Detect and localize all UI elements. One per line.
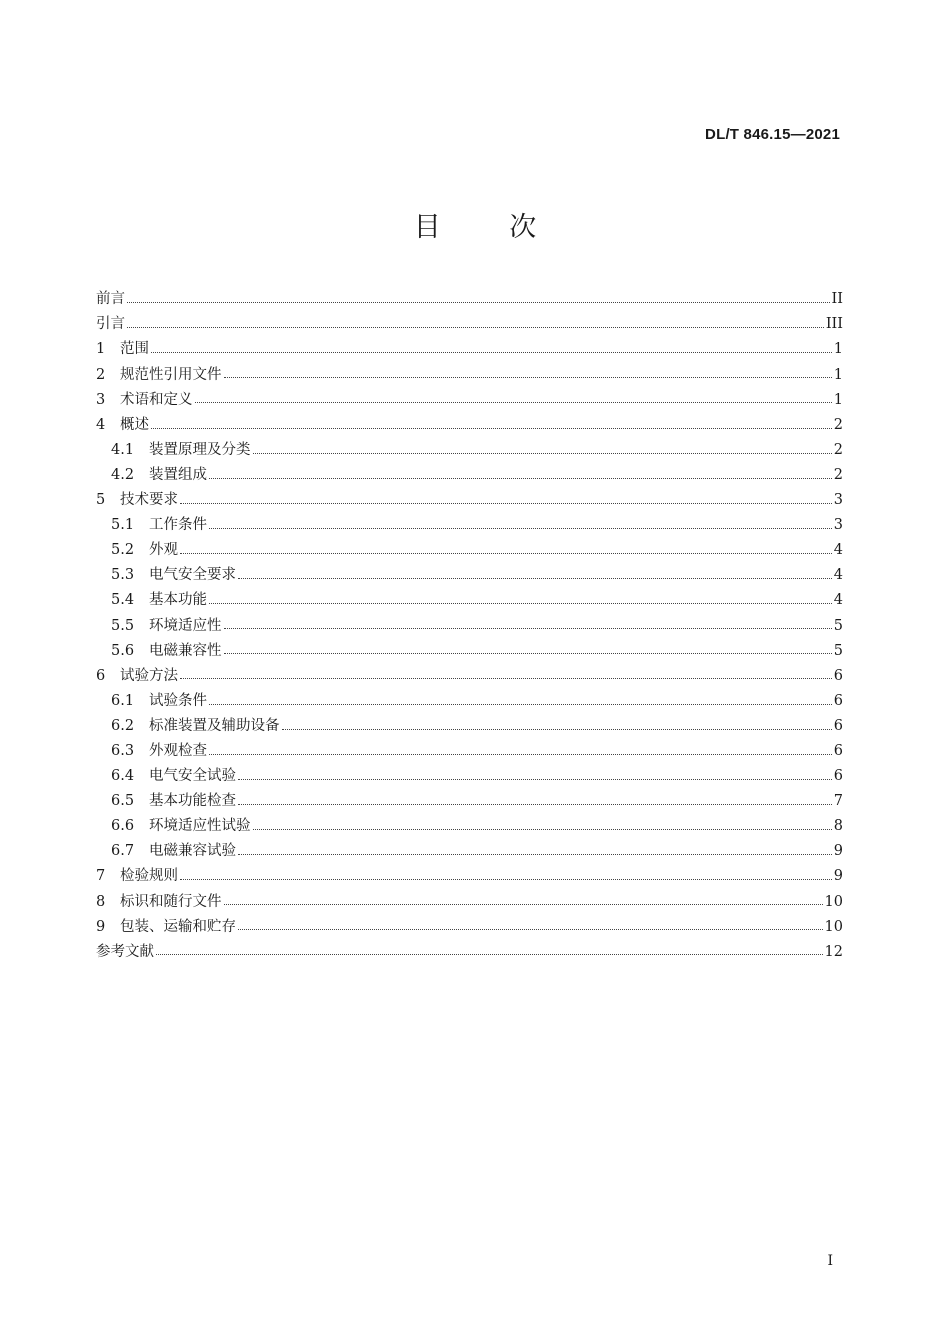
toc-entry[interactable] — [96, 563, 843, 588]
toc-leader-dots — [224, 904, 823, 905]
toc-entry[interactable] — [96, 287, 843, 312]
toc-leader-dots — [209, 478, 832, 479]
toc-entry[interactable] — [96, 864, 843, 889]
toc-leader-dots — [195, 402, 832, 403]
toc-entry-number: 6.7 — [111, 843, 135, 860]
toc-entry-page: 6 — [833, 768, 843, 785]
toc-entry-label: 电气安全要求 — [149, 567, 236, 584]
toc-entry[interactable] — [96, 412, 843, 437]
toc-leader-dots — [224, 628, 832, 629]
toc-leader-dots — [180, 503, 832, 504]
toc-entry-label: 基本功能 — [149, 592, 207, 609]
toc-entry-page: 1 — [833, 366, 843, 383]
toc-entry[interactable] — [96, 839, 843, 864]
page-title — [0, 205, 950, 244]
toc-entry-number: 4.1 — [111, 441, 135, 458]
toc-leader-dots — [224, 653, 832, 654]
toc-entry[interactable] — [96, 588, 843, 613]
toc-entry[interactable] — [96, 814, 843, 839]
toc-entry-number: 6 — [96, 667, 106, 684]
toc-entry-label: 装置原理及分类 — [149, 441, 251, 458]
toc-leader-dots — [156, 954, 823, 955]
toc-entry-label: 概述 — [120, 416, 149, 433]
toc-entry[interactable] — [96, 789, 843, 814]
toc-leader-dots — [151, 352, 832, 353]
toc-entry-page: 4 — [833, 542, 843, 559]
toc-entry-page: 8 — [833, 818, 843, 835]
standard-code: DL/T 846.15—2021 — [705, 126, 840, 143]
toc-entry[interactable] — [96, 312, 843, 337]
toc-leader-dots — [238, 854, 832, 855]
toc-entry-number: 7 — [96, 868, 106, 885]
toc-entry-page: 6 — [833, 667, 843, 684]
toc-entry-label: 参考文献 — [96, 943, 154, 960]
toc-entry[interactable] — [96, 714, 843, 739]
toc-entry[interactable] — [96, 513, 843, 538]
toc-entry-label: 基本功能检查 — [149, 793, 236, 810]
toc-entry[interactable] — [96, 387, 843, 412]
toc-leader-dots — [209, 704, 832, 705]
toc-entry[interactable] — [96, 663, 843, 688]
toc-leader-dots — [238, 804, 832, 805]
toc-entry-page: 2 — [833, 466, 843, 483]
toc-entry-label: 环境适应性试验 — [149, 818, 251, 835]
toc-entry-number: 6.5 — [111, 793, 135, 810]
toc-entry-number: 4 — [96, 416, 106, 433]
toc-leader-dots — [180, 678, 832, 679]
toc-entry-number: 8 — [96, 893, 106, 910]
toc-leader-dots — [127, 327, 824, 328]
toc-entry-page: 10 — [824, 893, 843, 910]
toc-entry-label: 术语和定义 — [120, 391, 193, 408]
toc-entry-number: 5.4 — [111, 592, 135, 609]
toc-entry[interactable] — [96, 638, 843, 663]
toc-entry-page: 6 — [833, 742, 843, 759]
toc-entry-page: 1 — [833, 341, 843, 358]
toc-leader-dots — [209, 754, 832, 755]
toc-entry-number: 5.2 — [111, 542, 135, 559]
toc-leader-dots — [253, 829, 832, 830]
toc-entry-label: 技术要求 — [120, 492, 178, 509]
toc-entry-number: 5.3 — [111, 567, 135, 584]
toc-entry-label: 外观 — [149, 542, 178, 559]
toc-leader-dots — [209, 528, 832, 529]
toc-entry-number: 6.6 — [111, 818, 135, 835]
toc-entry-page: III — [825, 316, 843, 333]
toc-entry-page: 4 — [833, 592, 843, 609]
toc-leader-dots — [180, 553, 832, 554]
toc-entry-page: 9 — [833, 868, 843, 885]
toc-entry[interactable] — [96, 613, 843, 638]
toc-entry-label: 外观检查 — [149, 742, 207, 759]
toc-entry-page: II — [831, 291, 843, 308]
title-part-1: 目 — [413, 212, 441, 243]
toc-entry-page: 12 — [824, 943, 843, 960]
toc-entry-label: 工作条件 — [149, 517, 207, 534]
toc-entry-number: 6.1 — [111, 692, 135, 709]
toc-leader-dots — [238, 929, 823, 930]
toc-entry-label: 范围 — [120, 341, 149, 358]
toc-entry-label: 电磁兼容性 — [149, 642, 222, 659]
toc-entry[interactable] — [96, 337, 843, 362]
toc-entry-number: 4.2 — [111, 466, 135, 483]
toc-entry-number: 6.3 — [111, 742, 135, 759]
toc-entry-number: 6.2 — [111, 717, 135, 734]
toc-entry-label: 包装、运输和贮存 — [120, 918, 236, 935]
toc-entry[interactable] — [96, 463, 843, 488]
toc-entry[interactable] — [96, 538, 843, 563]
toc-entry[interactable] — [96, 488, 843, 513]
toc-entry-number: 5.1 — [111, 517, 135, 534]
toc-entry-page: 6 — [833, 717, 843, 734]
toc-entry-page: 2 — [833, 441, 843, 458]
toc-leader-dots — [238, 578, 832, 579]
toc-entry-page: 5 — [833, 642, 843, 659]
toc-entry-number: 1 — [96, 341, 106, 358]
title-part-2: 次 — [509, 212, 537, 243]
toc-entry[interactable] — [96, 689, 843, 714]
toc-entry-label: 试验条件 — [149, 692, 207, 709]
toc-entry-page: 4 — [833, 567, 843, 584]
table-of-contents — [96, 287, 843, 965]
toc-entry-page: 6 — [833, 692, 843, 709]
toc-entry-number: 6.4 — [111, 768, 135, 785]
toc-entry[interactable] — [96, 889, 843, 914]
toc-entry-number: 5.5 — [111, 617, 135, 634]
toc-entry-label: 标准装置及辅助设备 — [149, 717, 280, 734]
toc-entry-label: 电磁兼容试验 — [149, 843, 236, 860]
toc-leader-dots — [282, 729, 832, 730]
toc-leader-dots — [180, 879, 832, 880]
toc-entry-label: 前言 — [96, 291, 125, 308]
toc-entry-page: 3 — [833, 492, 843, 509]
toc-entry[interactable] — [96, 939, 843, 964]
toc-entry-page: 5 — [833, 617, 843, 634]
toc-entry[interactable] — [96, 739, 843, 764]
toc-entry-number: 5.6 — [111, 642, 135, 659]
toc-leader-dots — [253, 453, 832, 454]
toc-entry-label: 试验方法 — [120, 667, 178, 684]
toc-entry-label: 装置组成 — [149, 466, 207, 483]
toc-entry-label: 规范性引用文件 — [120, 366, 222, 383]
toc-entry-page: 10 — [824, 918, 843, 935]
toc-entry[interactable] — [96, 438, 843, 463]
toc-leader-dots — [209, 603, 832, 604]
toc-entry-label: 环境适应性 — [149, 617, 222, 634]
toc-entry[interactable] — [96, 362, 843, 387]
toc-entry-page: 1 — [833, 391, 843, 408]
toc-entry-number: 3 — [96, 391, 106, 408]
toc-entry-label: 引言 — [96, 316, 125, 333]
toc-entry-number: 5 — [96, 492, 106, 509]
toc-entry-label: 标识和随行文件 — [120, 893, 222, 910]
toc-entry-number: 2 — [96, 366, 106, 383]
toc-entry-label: 检验规则 — [120, 868, 178, 885]
toc-entry-page: 7 — [833, 793, 843, 810]
toc-leader-dots — [238, 779, 832, 780]
toc-entry[interactable] — [96, 764, 843, 789]
page-number: I — [827, 1253, 833, 1269]
toc-entry-page: 9 — [833, 843, 843, 860]
toc-entry-page: 2 — [833, 416, 843, 433]
toc-entry-number: 9 — [96, 918, 106, 935]
toc-leader-dots — [224, 377, 832, 378]
toc-leader-dots — [151, 428, 832, 429]
toc-entry-label: 电气安全试验 — [149, 768, 236, 785]
toc-leader-dots — [127, 302, 830, 303]
toc-entry[interactable] — [96, 914, 843, 939]
toc-entry-page: 3 — [833, 517, 843, 534]
